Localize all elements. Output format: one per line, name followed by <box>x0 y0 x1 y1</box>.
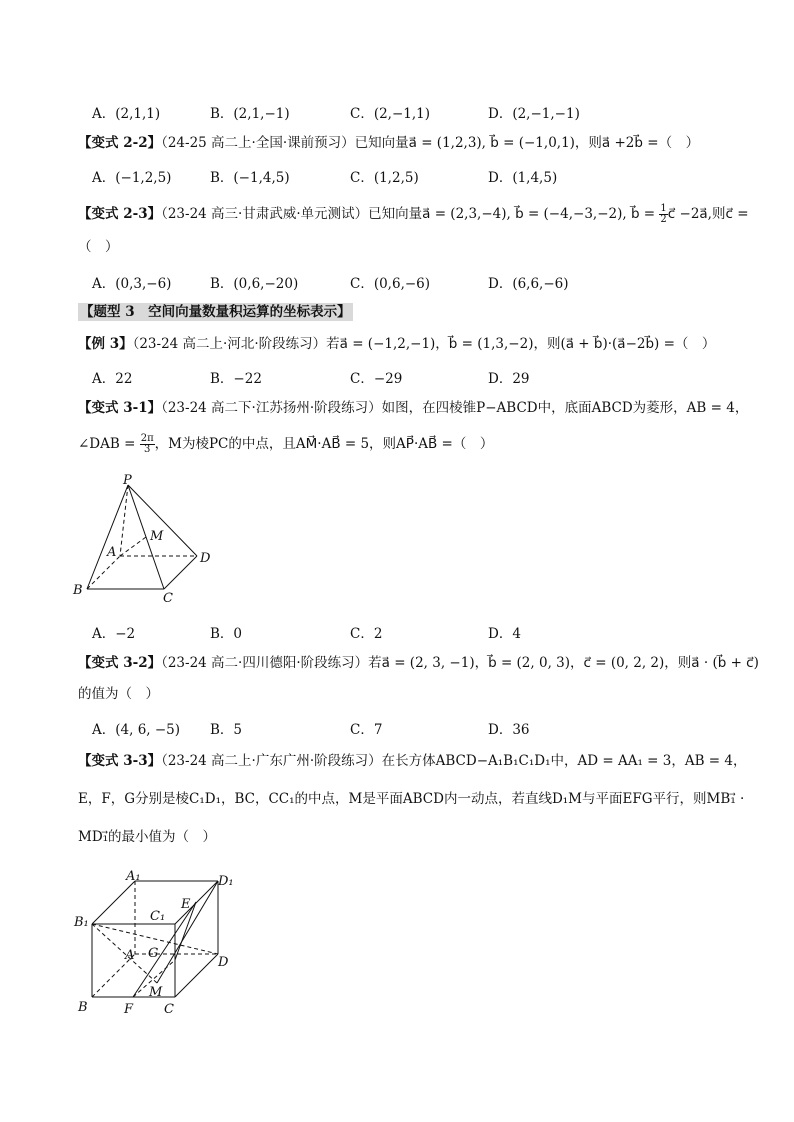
question-text: （23-24 高三·甘肃武威·单元测试）已知向量a⃗ = (2,3,−4), b⃗ = (−4,−3,−2), b⃗ = <box>161 206 660 222</box>
option-c: C．7 <box>350 722 383 738</box>
edge-ab-hidden <box>87 556 120 589</box>
label-g: G <box>148 946 159 961</box>
fraction-numerator: 2π <box>140 433 154 444</box>
fraction-denominator: 2 <box>660 214 667 225</box>
option-a: A．(4, 6, −5) <box>92 722 181 738</box>
option-b: B．5 <box>210 722 243 738</box>
fraction <box>659 204 667 225</box>
question-text: （24-25 高二上·全国·课前预习）已知向量a⃗ = (1,2,3), b⃗ = (−1,0,1)，则a⃗ +2b⃗ =（ ） <box>161 135 700 151</box>
option-a: A．(−1,2,5) <box>92 170 172 186</box>
option-d: D．29 <box>488 371 530 387</box>
label-c1: C₁ <box>150 909 166 924</box>
segment-am-hidden <box>120 537 146 556</box>
option-c: C．(0,6,−6) <box>350 276 431 292</box>
fraction-denominator: 3 <box>143 444 151 455</box>
question-ex3-options <box>92 367 732 385</box>
question-tag: 【变式 3-2】 <box>78 655 162 671</box>
section-heading: 【题型 3 空间向量数量积运算的坐标表示】 <box>80 304 351 320</box>
question-text: （23-24 高二·四川德阳·阶段练习）若a⃗ = (2, 3, −1)，b⃗ = (2, 0, 3)，c⃗ = (0, 2, 2)，则a⃗ · (b⃗ + c⃗) <box>161 655 759 671</box>
label-b1: B₁ <box>74 915 89 930</box>
question-text: （23-24 高二上·广东广州·阶段练习）在长方体ABCD−A₁B₁C₁D₁中，AD = AA₁ = 3，AB = 4， <box>161 753 747 769</box>
question-v23-answer-blank: （ ） <box>78 239 119 255</box>
option-a: A．(2,1,1) <box>92 106 161 122</box>
angle-text: ∠DAB = <box>78 436 140 452</box>
option-a: A．−2 <box>92 626 136 642</box>
edge-cd <box>164 556 197 589</box>
option-d: D．4 <box>488 626 521 642</box>
pyramid-figure <box>70 470 230 610</box>
option-d: D．(2,−1,−1) <box>488 106 580 122</box>
fraction-numerator: 1 <box>660 203 667 214</box>
option-a: A．(0,3,−6) <box>92 276 172 292</box>
option-b: B．−22 <box>210 371 262 387</box>
fraction <box>140 434 155 455</box>
question-tag: 【变式 2-2】 <box>78 135 162 151</box>
option-c: C．(2,−1,1) <box>350 106 431 122</box>
prev-question-options <box>92 102 732 120</box>
option-c: C．−29 <box>350 371 403 387</box>
question-text: （23-24 高二上·河北·阶段练习）若a⃗ = (−1,2,−1)，b⃗ = (1,3,−2)，则(a⃗ + b⃗)·(a⃗−2b⃗) =（ ） <box>132 336 716 352</box>
question-v31-options <box>92 622 732 640</box>
question-v22-options <box>92 166 732 184</box>
question-v31-stem-line2 <box>78 434 493 455</box>
question-tag: 【变式 3-3】 <box>78 753 162 769</box>
label-d: D <box>200 551 211 566</box>
question-tag: 【例 3】 <box>78 336 133 352</box>
option-c: C．(1,2,5) <box>350 170 419 186</box>
label-d: D <box>218 955 229 970</box>
question-v32-stem-line2: 的值为（ ） <box>78 686 159 702</box>
question-v33-stem-line3: MD₁⃗的最小值为（ ） <box>78 829 217 845</box>
label-c: C <box>163 591 173 606</box>
question-v32-stem <box>78 654 759 672</box>
option-b: B．(−1,4,5) <box>210 170 290 186</box>
label-b: B <box>78 1000 88 1015</box>
label-a: A <box>125 948 135 963</box>
question-tag: 【变式 2-3】 <box>78 206 162 222</box>
label-b: B <box>73 583 83 598</box>
label-a1: A₁ <box>126 869 141 884</box>
question-v32-options <box>92 718 732 736</box>
question-v23-stem <box>78 204 749 225</box>
question-v23-options <box>92 272 732 290</box>
option-a: A．22 <box>92 371 133 387</box>
label-d1: D₁ <box>218 874 234 889</box>
question-text-cont: ，M为棱PC的中点，且AM⃗·AB⃗ = 5，则AP⃗·AB⃗ =（ ） <box>154 436 494 452</box>
edge-b1a1 <box>92 881 135 924</box>
question-ex3-stem <box>78 335 715 353</box>
label-c: C <box>164 1002 174 1017</box>
question-v22-stem <box>78 134 699 152</box>
option-c: C．2 <box>350 626 383 642</box>
edge-cd <box>175 954 218 997</box>
question-text: （23-24 高二下·江苏扬州·阶段练习）如图，在四棱锥P−ABCD中，底面ABCD为菱形，AB = 4， <box>161 400 749 416</box>
option-b: B．0 <box>210 626 243 642</box>
option-d: D．36 <box>488 722 530 738</box>
cuboid-figure <box>70 868 250 1018</box>
question-tag: 【变式 3-1】 <box>78 400 162 416</box>
label-a: A <box>107 545 117 560</box>
option-b: B．(0,6,−20) <box>210 276 299 292</box>
option-d: D．(1,4,5) <box>488 170 558 186</box>
label-e: E <box>181 897 191 912</box>
question-v31-stem <box>78 399 748 417</box>
label-m: M <box>150 529 164 544</box>
edge-pd <box>128 485 197 556</box>
label-f: F <box>124 1002 134 1017</box>
label-m: M <box>149 985 163 1000</box>
question-text-cont: c⃗ −2a⃗,则c⃗ = <box>667 206 749 222</box>
question-v33-stem-line2: E，F，G分别是棱C₁D₁，BC，CC₁的中点，M是平面ABCD内一动点，若直线D₁M与平面EFG平行，则MB₁⃗ · <box>78 791 745 807</box>
question-v33-stem <box>78 752 747 770</box>
option-d: D．(6,6,−6) <box>488 276 569 292</box>
label-p: P <box>123 473 132 488</box>
option-b: B．(2,1,−1) <box>210 106 290 122</box>
